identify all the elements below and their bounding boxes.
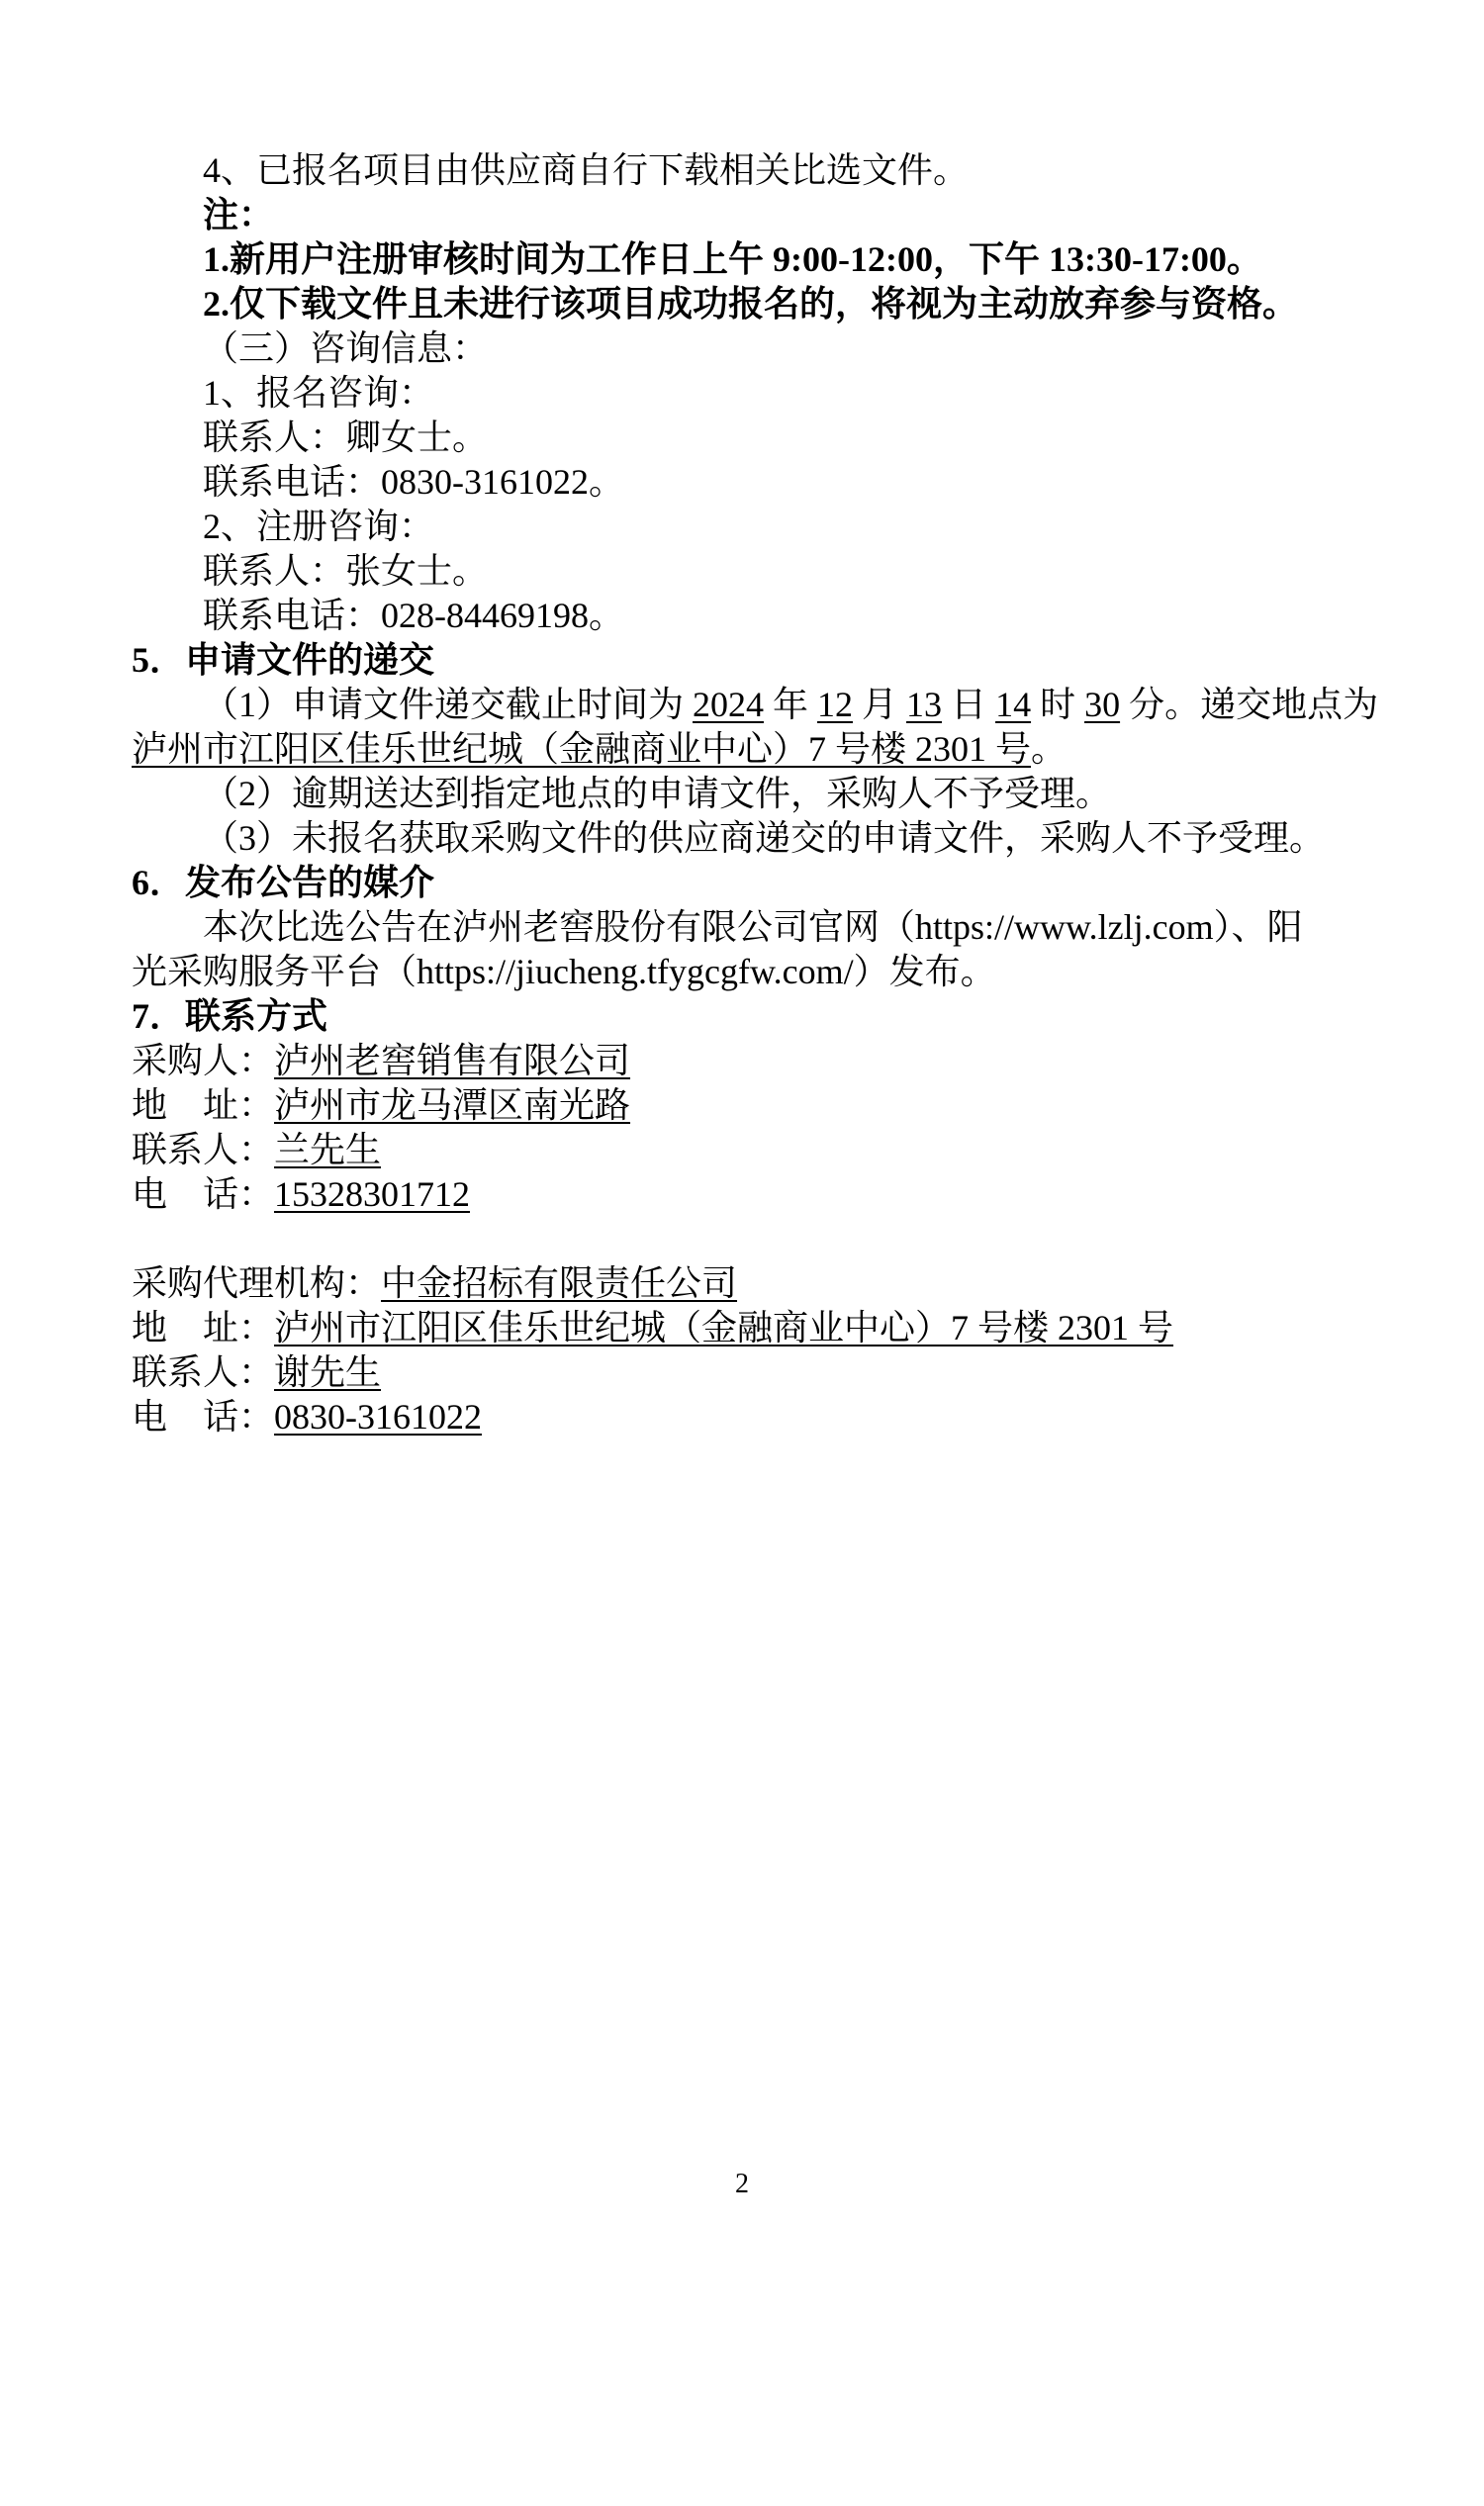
text-run: 2、注册咨询： [203, 507, 435, 546]
underlined-text: 泸州市龙马潭区南光路 [274, 1085, 631, 1125]
doc-line [132, 1261, 1398, 1306]
text-run: 本次比选公告在泸州老窖股份有限公司官网（https://www.lzlj.com）、阳 [203, 907, 1303, 947]
doc-line [132, 594, 1398, 638]
doc-line [132, 1350, 1398, 1395]
text-run: 注： [203, 195, 275, 234]
doc-line [132, 1172, 1398, 1217]
text-run: 时 [1031, 685, 1085, 724]
text-run: 1、报名咨询： [203, 373, 435, 413]
text-run: 采购人： [132, 1041, 275, 1080]
underlined-text: 13 [906, 685, 943, 724]
text-run: 地 址： [132, 1308, 275, 1347]
text-run: （3）未报名获取采购文件的供应商递交的申请文件，采购人不予受理。 [203, 818, 1326, 858]
page-number: 2 [735, 2169, 749, 2199]
text-run: 联系电话：0830-3161022。 [203, 462, 624, 502]
text-run: 采购代理机构： [132, 1263, 382, 1303]
underlined-text: 兰先生 [274, 1130, 382, 1169]
underlined-text: 30 [1084, 685, 1121, 724]
document-body [132, 148, 1398, 1439]
doc-line [132, 861, 1398, 905]
doc-line [132, 460, 1398, 505]
doc-line [132, 371, 1398, 416]
doc-line [132, 505, 1398, 549]
doc-line [132, 148, 1398, 193]
blank-line [132, 1217, 1398, 1261]
doc-line [132, 1128, 1398, 1172]
text-run: 联系电话：028-84469198。 [203, 596, 624, 635]
doc-line [132, 1306, 1398, 1350]
underlined-text: 泸州市江阳区佳乐世纪城（金融商业中心）7 号楼 2301 号 [132, 729, 1032, 769]
text-run: 年 [764, 685, 818, 724]
text-run: 月 [853, 685, 907, 724]
doc-line [132, 1395, 1398, 1439]
underlined-text: 12 [817, 685, 854, 724]
doc-line [132, 193, 1398, 237]
text-run: 联系人：张女士。 [203, 551, 489, 591]
text-run: 。 [1031, 729, 1067, 769]
text-run: 电 话： [132, 1397, 275, 1437]
text-run: 联系人： [132, 1352, 275, 1392]
text-run: （1）申请文件递交截止时间为 [203, 685, 694, 724]
text-run: 地 址： [132, 1085, 275, 1125]
doc-line [132, 683, 1398, 727]
doc-line [132, 549, 1398, 594]
underlined-text: 谢先生 [274, 1352, 382, 1392]
text-run: 联系人： [132, 1130, 275, 1169]
doc-line [132, 282, 1398, 326]
underlined-text: 泸州老窖销售有限公司 [274, 1041, 631, 1080]
text-run: 光采购服务平台（https://jiucheng.tfygcgfw.com/）发布。 [132, 952, 996, 991]
text-run: 4、已报名项目由供应商自行下载相关比选文件。 [203, 150, 970, 190]
doc-line [132, 905, 1398, 950]
text-run: 7．联系方式 [132, 996, 328, 1036]
underlined-text: 泸州市江阳区佳乐世纪城（金融商业中心）7 号楼 2301 号 [274, 1308, 1174, 1347]
doc-line [132, 1083, 1398, 1128]
doc-line [132, 727, 1398, 772]
text-run: （2）逾期送达到指定地点的申请文件，采购人不予受理。 [203, 774, 1112, 813]
doc-line [132, 326, 1398, 371]
text-run: 6．发布公告的媒介 [132, 863, 435, 902]
underlined-text: 15328301712 [274, 1174, 471, 1214]
text-run: 2.仅下载文件且未进行该项目成功报名的，将视为主动放弃参与资格。 [203, 284, 1299, 324]
doc-line [132, 237, 1398, 282]
text-run: 日 [942, 685, 996, 724]
underlined-text: 14 [995, 685, 1032, 724]
underlined-text: 2024 [693, 685, 765, 724]
text-run: 电 话： [132, 1174, 275, 1214]
text-run: （三）咨询信息： [203, 328, 489, 368]
doc-line [132, 816, 1398, 861]
doc-line [132, 950, 1398, 994]
doc-line [132, 1039, 1398, 1083]
underlined-text: 中金招标有限责任公司 [381, 1263, 738, 1303]
doc-line [132, 416, 1398, 460]
doc-line [132, 638, 1398, 683]
text-run: 5．申请文件的递交 [132, 640, 435, 680]
doc-line [132, 772, 1398, 816]
text-run: 联系人：卿女士。 [203, 418, 489, 457]
text-run: 1.新用户注册审核时间为工作日上午 9:00-12:00，下午 13:30-17:00。 [203, 239, 1262, 279]
underlined-text: 0830-3161022 [274, 1397, 483, 1437]
text-run: 分。递交地点为 [1120, 685, 1379, 724]
doc-line [132, 994, 1398, 1039]
